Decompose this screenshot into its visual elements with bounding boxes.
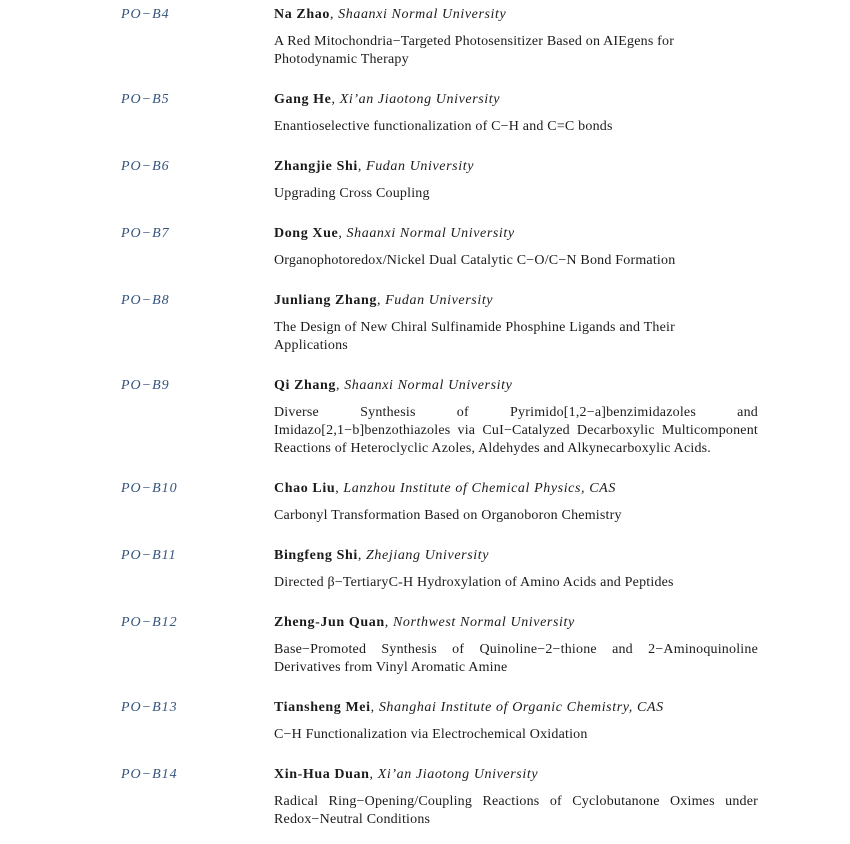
name-affiliation-separator: , — [331, 92, 340, 107]
entry-content — [274, 481, 758, 525]
author-name: Zhangjie Shi — [274, 159, 358, 174]
title-line: Diverse Synthesis of Pyrimido[1,2−a]benzimidazoles and — [274, 405, 758, 420]
poster-code: PO−B8 — [121, 293, 170, 308]
author-line — [274, 548, 758, 563]
presentation-title — [274, 33, 758, 69]
author-name: Dong Xue — [274, 226, 339, 241]
entry-content — [274, 548, 758, 592]
affiliation: Xi’an Jiaotong University — [339, 92, 501, 107]
author-line — [274, 92, 758, 107]
poster-code: PO−B12 — [121, 615, 178, 630]
author-name: Na Zhao — [274, 7, 330, 22]
poster-code: PO−B4 — [121, 7, 170, 22]
program-entry — [0, 159, 850, 203]
program-entry — [0, 226, 850, 270]
name-affiliation-separator: , — [376, 293, 386, 308]
title-line: Directed β−TertiaryC-H Hydroxylation of Amino Acids and Peptides — [274, 575, 674, 590]
title-line: Reactions of Heteroclyclic Azoles, Aldehydes and Alkynecarboxylic Acids. — [274, 441, 712, 456]
affiliation: Fudan University — [385, 293, 494, 308]
affiliation: Shanghai Institute of Organic Chemistry, CAS — [378, 700, 664, 715]
title-line: Radical Ring−Opening/Coupling Reactions of Cyclobutanone Oximes under — [274, 794, 758, 809]
presentation-title — [274, 404, 758, 458]
program-entry — [0, 700, 850, 744]
presentation-title — [274, 507, 758, 525]
affiliation: Zhejiang University — [366, 548, 490, 563]
name-affiliation-separator: , — [384, 615, 393, 630]
title-line: Organophotoredox/Nickel Dual Catalytic C−O/C−N Bond Formation — [274, 253, 676, 268]
program-entry — [0, 293, 850, 355]
author-line — [274, 226, 758, 241]
entry-content — [274, 159, 758, 203]
author-name: Gang He — [274, 92, 332, 107]
title-line: Photodynamic Therapy — [274, 52, 409, 67]
title-line: C−H Functionalization via Electrochemical Oxidation — [274, 727, 588, 742]
program-entry — [0, 7, 850, 69]
presentation-title — [274, 185, 758, 203]
affiliation: Lanzhou Institute of Chemical Physics, CAS — [343, 481, 616, 496]
name-affiliation-separator: , — [329, 7, 339, 22]
author-line — [274, 293, 758, 308]
program-entry — [0, 481, 850, 525]
entry-content — [274, 92, 758, 136]
affiliation: Shaanxi Normal University — [346, 226, 515, 241]
presentation-title — [274, 793, 758, 829]
poster-code: PO−B7 — [121, 226, 170, 241]
name-affiliation-separator: , — [335, 481, 344, 496]
presentation-title — [274, 574, 758, 592]
author-line — [274, 378, 758, 393]
presentation-title — [274, 252, 758, 270]
poster-code: PO−B10 — [121, 481, 178, 496]
presentation-title — [274, 641, 758, 677]
author-line — [274, 481, 758, 496]
author-name: Zheng-Jun Quan — [274, 615, 385, 630]
author-name: Bingfeng Shi — [274, 548, 358, 563]
entry-content — [274, 226, 758, 270]
entry-content — [274, 615, 758, 677]
presentation-title — [274, 118, 758, 136]
program-entry — [0, 615, 850, 677]
author-line — [274, 7, 758, 22]
affiliation: Xi’an Jiaotong University — [377, 767, 539, 782]
author-name: Xin-Hua Duan — [274, 767, 370, 782]
affiliation: Shaanxi Normal University — [338, 7, 507, 22]
entry-content — [274, 378, 758, 458]
author-name: Tiansheng Mei — [274, 700, 371, 715]
program-entry — [0, 767, 850, 829]
author-line — [274, 767, 758, 782]
poster-code: PO−B14 — [121, 767, 178, 782]
author-line — [274, 700, 758, 715]
poster-code: PO−B9 — [121, 378, 170, 393]
poster-code: PO−B13 — [121, 700, 178, 715]
affiliation: Northwest Normal University — [392, 615, 575, 630]
title-line: A Red Mitochondria−Targeted Photosensitizer Based on AIEgens for — [274, 34, 675, 49]
presentation-title — [274, 319, 758, 355]
title-line: The Design of New Chiral Sulfinamide Phosphine Ligands and Their — [274, 320, 675, 335]
name-affiliation-separator: , — [369, 767, 378, 782]
program-entry — [0, 548, 850, 592]
title-line: Upgrading Cross Coupling — [274, 186, 430, 201]
presentation-title — [274, 726, 758, 744]
author-line — [274, 615, 758, 630]
title-line: Applications — [274, 338, 348, 353]
author-line — [274, 159, 758, 174]
name-affiliation-separator: , — [336, 378, 345, 393]
poster-code: PO−B6 — [121, 159, 170, 174]
name-affiliation-separator: , — [370, 700, 379, 715]
entry-content — [274, 767, 758, 829]
affiliation: Shaanxi Normal University — [344, 378, 513, 393]
entry-content — [274, 293, 758, 355]
title-line: Imidazo[2,1−b]benzothiazoles via CuI−Catalyzed Decarboxylic Multicomponent — [274, 423, 758, 438]
name-affiliation-separator: , — [357, 548, 367, 563]
title-line: Enantioselective functionalization of C−H and C=C bonds — [274, 119, 613, 134]
title-line: Carbonyl Transformation Based on Organoboron Chemistry — [274, 508, 622, 523]
author-name: Junliang Zhang — [274, 293, 377, 308]
author-name: Chao Liu — [274, 481, 336, 496]
name-affiliation-separator: , — [338, 226, 347, 241]
entry-content — [274, 700, 758, 744]
program-entry — [0, 92, 850, 136]
affiliation: Fudan University — [366, 159, 475, 174]
poster-code: PO−B5 — [121, 92, 170, 107]
author-name: Qi Zhang — [274, 378, 336, 393]
title-line: Redox−Neutral Conditions — [274, 812, 431, 827]
poster-code: PO−B11 — [121, 548, 177, 563]
title-line: Derivatives from Vinyl Aromatic Amine — [274, 660, 508, 675]
program-entry — [0, 378, 850, 458]
title-line: Base−Promoted Synthesis of Quinoline−2−thione and 2−Aminoquinoline — [274, 642, 758, 657]
entry-content — [274, 7, 758, 69]
name-affiliation-separator: , — [357, 159, 367, 174]
